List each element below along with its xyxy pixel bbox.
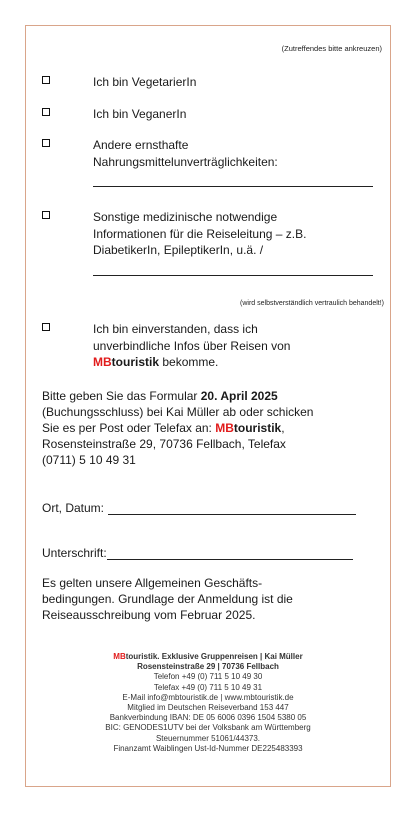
place-date-input-line[interactable] (108, 502, 356, 515)
brand-mb: MB (215, 421, 234, 435)
brand-mb: MB (113, 652, 126, 661)
option-label: Andere ernsthafte (93, 138, 189, 152)
place-date-label: Ort, Datum: (42, 501, 105, 515)
instructions-text: , (281, 421, 285, 435)
place-date-row (42, 501, 356, 515)
form-frame (25, 25, 391, 787)
footer-tax-number: Steuernummer 51061/44373. (155, 733, 261, 743)
food-intolerance-input-line[interactable] (93, 176, 373, 187)
option-label: Ich bin VeganerIn (93, 107, 187, 121)
instructions-text: Sie es per Post oder Telefax an: (42, 421, 216, 435)
company-footer (26, 652, 390, 754)
option-label: DiabetikerIn, EpileptikerIn, u.ä. / (93, 243, 264, 257)
option-label: Sonstige medizinische notwendige (93, 210, 278, 224)
instructions-line (42, 420, 382, 436)
footer-iban: Bankverbindung IBAN: DE 05 6006 0396 1504 5380 05 (109, 713, 307, 723)
checkbox-vegetarian[interactable] (42, 76, 50, 84)
brand-touristik: touristik (111, 355, 160, 369)
footer-company: touristik. Exklusive Gruppenreisen | Kai Müller (125, 652, 303, 661)
instruction-hint: (Zutreffendes bitte ankreuzen) (281, 44, 382, 53)
instructions-line: (0711) 5 10 49 31 (42, 453, 136, 467)
deadline-date: 20. April 2025 (200, 389, 278, 403)
instructions-text: Bitte geben Sie das Formular (42, 389, 201, 403)
signature-input-line[interactable] (107, 547, 353, 560)
instructions-line: Rosensteinstraße 29, 70736 Fellbach, Telefax (42, 437, 286, 451)
brand-touristik: touristik (233, 421, 282, 435)
footer-membership: Mitglied im Deutschen Reiseverband 153 447 (127, 703, 289, 713)
footer-bic: BIC: GENODES1UTV bei der Volksbank am Württemberg (105, 723, 311, 733)
instructions-line: (Buchungsschluss) bei Kai Müller ab oder schicken (42, 405, 314, 419)
footer-phone: Telefon +49 (0) 711 5 10 49 30 (153, 672, 263, 682)
signature-row (42, 546, 353, 560)
footer-line (26, 652, 390, 662)
option-label: Ich bin VegetarierIn (93, 75, 197, 89)
terms-line: Es gelten unsere Allgemeinen Geschäfts- (42, 576, 263, 590)
signature-label: Unterschrift: (42, 546, 107, 560)
medical-info-input-line[interactable] (93, 265, 373, 276)
checkbox-food-intolerance[interactable] (42, 139, 50, 147)
instructions-line (42, 388, 382, 404)
brand-mb: MB (93, 355, 112, 369)
footer-vat-id: Finanzamt Waiblingen Ust-Id-Nummer DE225483393 (113, 743, 303, 753)
footer-fax: Telefax +49 (0) 711 5 10 49 31 (153, 682, 263, 692)
terms (42, 575, 382, 623)
option-label: Informationen für die Reiseleitung – z.B. (93, 226, 307, 241)
consent-text (93, 354, 378, 371)
confidential-note: (wird selbstverständlich vertraulich behandelt!) (240, 300, 384, 307)
option-label: Nahrungsmittelunverträglichkeiten: (93, 154, 278, 169)
checkbox-medical-info[interactable] (42, 211, 50, 219)
footer-email-web: E-Mail info@mbtouristik.de | www.mbtouristik.de (122, 692, 294, 702)
terms-line: Reiseausschreibung vom Februar 2025. (42, 608, 256, 622)
instructions (42, 388, 382, 468)
checkbox-consent[interactable] (42, 323, 50, 331)
consent-text-end: bekomme. (159, 355, 219, 369)
consent-text: Ich bin einverstanden, dass ich (93, 322, 258, 336)
checkbox-vegan[interactable] (42, 108, 50, 116)
consent-text: unverbindliche Infos über Reisen von (93, 338, 291, 353)
terms-line: bedingungen. Grundlage der Anmeldung ist die (42, 592, 293, 606)
footer-address: Rosensteinstraße 29 | 70736 Fellbach (137, 662, 279, 672)
